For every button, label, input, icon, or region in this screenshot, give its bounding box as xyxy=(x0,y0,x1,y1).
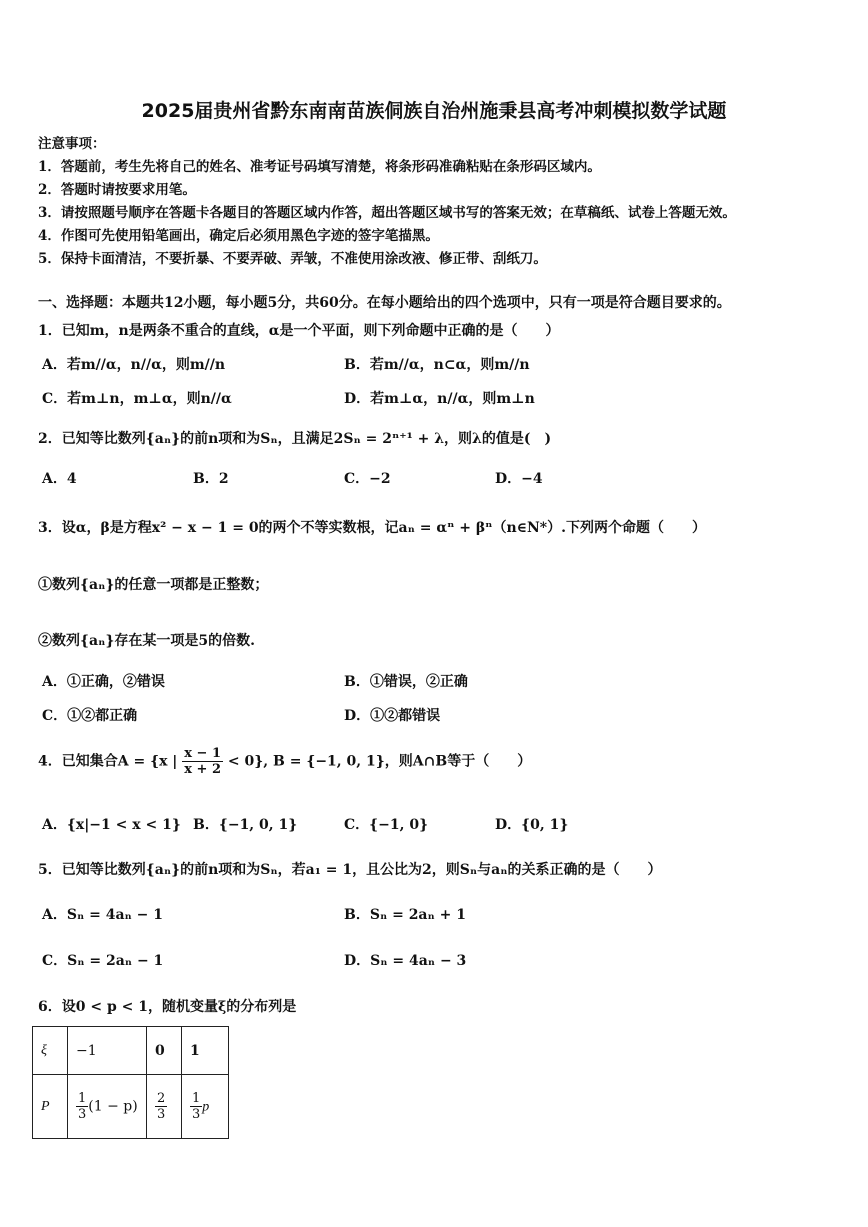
q2-option-a: A．4 xyxy=(42,471,77,487)
fraction xyxy=(155,1091,167,1122)
notice-item: 2．答题时请按要求用笔。 xyxy=(38,182,196,198)
q2-option-b: B．2 xyxy=(193,471,229,487)
notice-item: 5．保持卡面清洁，不要折暴、不要弄破、弄皱，不准使用涂改液、修正带、刮纸刀。 xyxy=(38,251,547,267)
q1-option-d: D．若m⊥α，n//α，则m⊥n xyxy=(344,391,535,407)
fraction xyxy=(76,1091,88,1122)
q3-option-a: A．①正确，②错误 xyxy=(42,674,165,690)
q2-option-d: D．−4 xyxy=(495,471,543,487)
fraction-numerator: 1 xyxy=(192,1091,201,1106)
fraction xyxy=(190,1091,202,1122)
q4-option-c: C．{−1, 0} xyxy=(344,817,429,833)
q1-option-c: C．若m⊥n，m⊥α，则n//α xyxy=(42,391,232,407)
table-cell: ξ xyxy=(33,1027,68,1075)
q3-statement-2: ②数列{aₙ}存在某一项是5的倍数. xyxy=(38,633,255,649)
table-cell: 0 xyxy=(147,1027,182,1075)
question-6-stem: 6．设0 < p < 1，随机变量ξ的分布列是 xyxy=(38,999,297,1015)
fraction-tail: (1 − p) xyxy=(88,1098,138,1115)
q4-option-b: B．{−1, 0, 1} xyxy=(193,817,298,833)
fraction-numerator: 1 xyxy=(78,1091,87,1106)
q4-fraction-denominator: x + 2 xyxy=(184,762,222,777)
notice-item: 4．作图可先使用铅笔画出，确定后必须用黑色字迹的签字笔描黑。 xyxy=(38,228,439,244)
question-4-stem xyxy=(38,746,531,777)
fraction-denominator: 3 xyxy=(192,1107,201,1122)
table-cell: 1 xyxy=(182,1027,229,1075)
notice-item: 1．答题前，考生先将自己的姓名、准考证号码填写清楚，将条形码准确粘贴在条形码区域内。 xyxy=(38,159,601,175)
distribution-table xyxy=(32,1026,229,1139)
table-row xyxy=(33,1027,229,1075)
q5-option-a: A．Sₙ = 4aₙ − 1 xyxy=(42,907,164,923)
table-cell xyxy=(147,1075,182,1139)
q3-option-b: B．①错误，②正确 xyxy=(344,674,468,690)
q4-option-d: D．{0, 1} xyxy=(495,817,569,833)
fraction-tail: p xyxy=(202,1099,210,1115)
table-row xyxy=(33,1075,229,1139)
q3-statement-1: ①数列{aₙ}的任意一项都是正整数； xyxy=(38,577,269,593)
fraction-numerator: 2 xyxy=(157,1091,166,1106)
q4-option-a: A．{x|−1 < x < 1} xyxy=(42,817,181,833)
q1-option-b: B．若m//α，n⊂α，则m//n xyxy=(344,357,530,373)
q5-option-b: B．Sₙ = 2aₙ + 1 xyxy=(344,907,466,923)
q2-option-c: C．−2 xyxy=(344,471,391,487)
q4-stem-prefix: 4．已知集合A = {x | xyxy=(38,753,183,770)
q5-option-d: D．Sₙ = 4aₙ − 3 xyxy=(344,953,467,969)
fraction-denominator: 3 xyxy=(157,1107,166,1122)
table-cell: −1 xyxy=(68,1027,147,1075)
q3-option-c: C．①②都正确 xyxy=(42,708,138,724)
question-5-stem: 5．已知等比数列{aₙ}的前n项和为Sₙ，若a₁ = 1，且公比为2，则Sₙ与aₙ的关系正确的是（ ） xyxy=(38,862,662,878)
notice-heading: 注意事项： xyxy=(38,136,106,152)
table-cell xyxy=(68,1075,147,1139)
notice-item: 3．请按照题号顺序在答题卡各题目的答题区域内作答，超出答题区域书写的答案无效；在草稿纸、试卷上答题无效。 xyxy=(38,205,736,221)
fraction-denominator: 3 xyxy=(78,1107,87,1122)
question-2-stem: 2．已知等比数列{aₙ}的前n项和为Sₙ，且满足2Sₙ = 2ⁿ⁺¹ + λ，则λ的值是( ) xyxy=(38,431,552,447)
q4-fraction xyxy=(182,746,223,777)
section-heading: 一、选择题：本题共12小题，每小题5分，共60分。在每小题给出的四个选项中，只有一项是符合题目要求的。 xyxy=(38,295,731,311)
table-cell: P xyxy=(33,1075,68,1139)
question-1-stem: 1．已知m，n是两条不重合的直线，α是一个平面，则下列命题中正确的是（ ） xyxy=(38,323,560,339)
q3-option-d: D．①②都错误 xyxy=(344,708,441,724)
q4-stem-suffix: < 0}, B = {−1, 0, 1}，则A∩B等于（ ） xyxy=(223,753,532,770)
question-3-stem: 3．设α，β是方程x² − x − 1 = 0的两个不等实数根，记aₙ = αⁿ + βⁿ（n∈N*）.下列两个命题（ ） xyxy=(38,520,706,536)
q5-option-c: C．Sₙ = 2aₙ − 1 xyxy=(42,953,164,969)
table-cell xyxy=(182,1075,229,1139)
q4-fraction-numerator: x − 1 xyxy=(184,746,222,761)
page-title: 2025届贵州省黔东南南苗族侗族自治州施秉县高考冲刺模拟数学试题 xyxy=(141,100,727,122)
q1-option-a: A．若m//α，n//α，则m//n xyxy=(42,357,226,373)
